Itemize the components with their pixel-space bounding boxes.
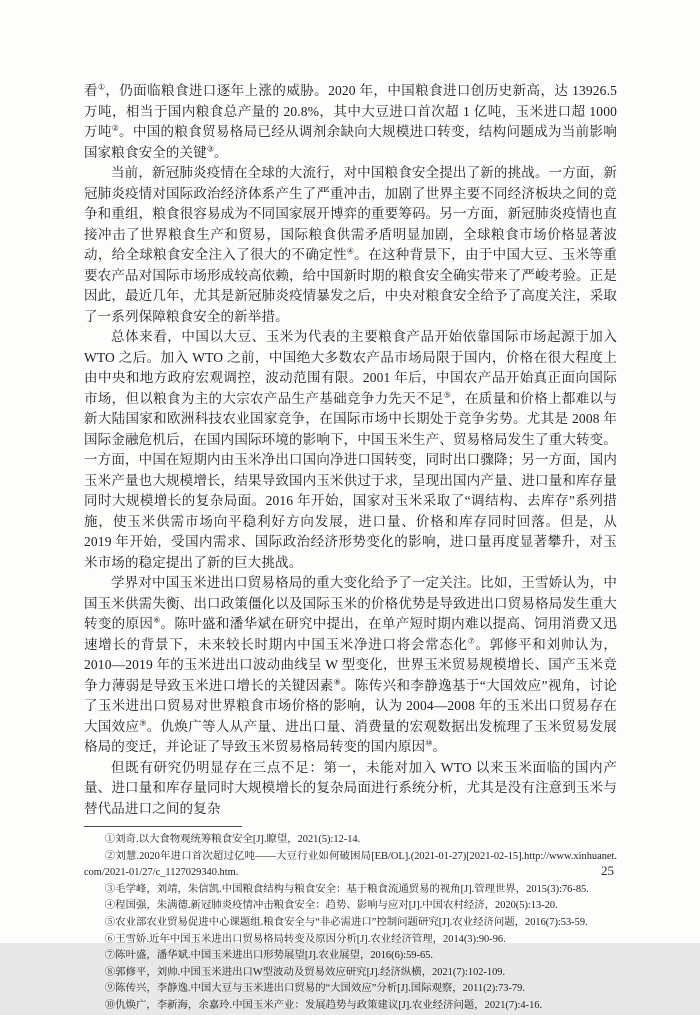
footnote: ⑨陈传兴，李静逸.中国大豆与玉米进出口贸易的“大国效应”分析[J].国际观察，2011(2):73-79. (104, 983, 525, 995)
article-body (84, 81, 617, 819)
body-paragraph: 总体来看，中国以大豆、玉米为代表的主要粮食产品开始依靠国际市场起源于加入 WTO 之后。加入 WTO 之前，中国绝大多数农产品市场局限于国内，价格在很大程度上由中央和地方政府宏观调控，波动范围有限。2001 年后，中国农产品开始真正面向国际市场，但以粮食为主的大宗农产品生产基础竞争力先天不足⑤，在质量和价格上都难以与新大陆国家和欧洲科技农业国家竞争，在国际市场中长期处于竞争劣势。尤其是 2008 年国际金融危机后，在国内国际环境的影响下，中国玉米生产、贸易格局发生了重大转变。一方面，中国在短期内由玉米净出口国向净进口国转变，同时出口骤降；另一方面，国内玉米产量也大规模增长，结果导致国内玉米供过于求，呈现出国内产量、进口量和库存量同时大规模增长的复杂局面。2016 年开始，国家对玉米采取了“调结构、去库存”系列措施，使玉米供需市场向平稳利好方向发展，进口量、价格和库存同时回落。但是，从 2019 年开始，受国内需求、国际政治经济形势变化的影响，进口量再度显著攀升，对玉米市场的稳定提出了新的巨大挑战。 (84, 329, 617, 570)
footnotes (84, 832, 617, 1015)
footnote-ref: ⑧ (333, 677, 342, 686)
footnote-ref: ② (111, 123, 120, 133)
body-paragraph: 但既有研究仍明显存在三点不足：第一，未能对加入 WTO 以来玉米面临的国内产量、进口量和库存量同时大规模增长的复杂局面进行系统分析，尤其是没有注意到玉米与替代品进口之间的复杂 (84, 759, 617, 816)
footnote-ref: ⑥ (153, 615, 161, 625)
footnote-ref: ⑨ (139, 718, 147, 727)
footnote-ref: ① (97, 82, 106, 92)
footnote-ref: ④ (346, 246, 355, 256)
footnote-separator (84, 826, 242, 827)
body-paragraph: 当前，新冠肺炎疫情在全球的大流行，对中国粮食安全提出了新的挑战。一方面，新冠肺炎疫情对国际政治经济体系产生了严重冲击，加剧了世界主要不同经济板块之间的竞争和重组，粮食很容易成为不同国家展开博弈的重要筹码。另一方面，新冠肺炎疫情也直接冲击了世界粮食生产和贸易，国际粮食供需矛盾明显加剧，全球粮食市场价格显著波动，给全球粮食安全注入了很大的不确定性④。在这种背景下，由于中国大豆、玉米等重要农产品对国际市场形成较高依赖，给中国新时期的粮食安全确实带来了严峻考验。正是因此，最近几年，尤其是新冠肺炎疫情暴发之后，中央对粮食安全给予了高度关注，采取了一系列保障粮食安全的新举措。 (84, 165, 617, 324)
body-paragraph: 学界对中国玉米进出口贸易格局的重大变化给予了一定关注。比如，王雪娇认为，中国玉米供需失衡、出口政策僵化以及国际玉米的价格优势是导致进出口贸易格局发生重大转变的原因⑥。陈叶盛和潘华斌在研究中提出，在单产短时期内难以提高、饲用消费又迅速增长的背景下，未来较长时期内中国玉米净进口将会常态化⑦。郭修平和刘帅认为，2010—2019 年的玉米进出口波动曲线呈 W 型变化，世界玉米贸易规模增长、国产玉米竞争力薄弱是导致玉米进口增长的关键因素⑧。陈传兴和李静逸基于“大国效应”视角，讨论了玉米进出口贸易对世界粮食市场价格的影响，认为 2004—2008 年的玉米出口贸易存在大国效应⑨。仇焕广等人从产量、进出口量、消费量的宏观数据出发梳理了玉米贸易发展格局的变迁，并论证了导致玉米贸易格局转变的国内原因⑩。 (84, 575, 617, 754)
body-paragraph: 看①，仍面临粮食进口逐年上涨的威胁。2020 年，中国粮食进口创历史新高，达 13926.5 万吨，相当于国内粮食总产量的 20.8%，其中大豆进口首次超 1 亿吨，玉米进口超 1000 万吨②。中国的粮食贸易格局已经从调剂余缺向大规模进口转变，结构问题成为当前影响国家粮食安全的关键③。 (84, 82, 617, 160)
footnote: ⑦陈叶盛，潘华斌.中国玉米进出口形势展望[J].农业展望，2016(6):59-65. (104, 950, 433, 962)
page-number: 25 (601, 863, 614, 878)
page-content (84, 81, 617, 1015)
footnote: ⑥王雪娇.近年中国玉米进出口贸易格局转变及原因分析[J].农业经济管理，2014(3):90-96. (104, 933, 506, 945)
footnote: ⑤农业部农业贸易促进中心课题组.粮食安全与“非必需进口”控制问题研究[J].农业经济问题，2016(7):53-59. (104, 916, 588, 928)
footnote: ③毛学峰，刘靖，朱信凯.中国粮食结构与粮食安全：基于粮食流通贸易的视角[J].管理世界，2015(3):76-85. (104, 883, 589, 895)
footnote-ref: ⑦ (467, 636, 476, 645)
footnote: ⑧郭修平，刘帅.中国玉米进出口W型波动及贸易效应研究[J].经济纵横，2021(7):102-109. (104, 966, 506, 978)
footnote: ⑩仇焕广，李新海，余嘉玲.中国玉米产业：发展趋势与政策建议[J].农业经济问题，2021(7):4-16. (104, 999, 543, 1011)
footnote-ref: ⑩ (425, 738, 433, 748)
footnote-ref: ⑤ (443, 390, 452, 399)
footnote: ①刘奇.以大食物观统筹粮食安全[J].瞭望，2021(5):12-14. (104, 834, 361, 845)
footnote: ④程国强，朱满德.新冠肺炎疫情冲击粮食安全：趋势、影响与应对[J].中国农村经济，2020(5):13-20. (104, 900, 558, 912)
footnote-ref: ③ (206, 144, 215, 153)
footnote: ②刘慧.2020年进口首次超过亿吨——大豆行业如何破困局[EB/OL].(2021-01-27)[2021-02-15].http://www.xinhuanet.com/2021-01/27/c_1127029340.htm. (84, 850, 617, 879)
